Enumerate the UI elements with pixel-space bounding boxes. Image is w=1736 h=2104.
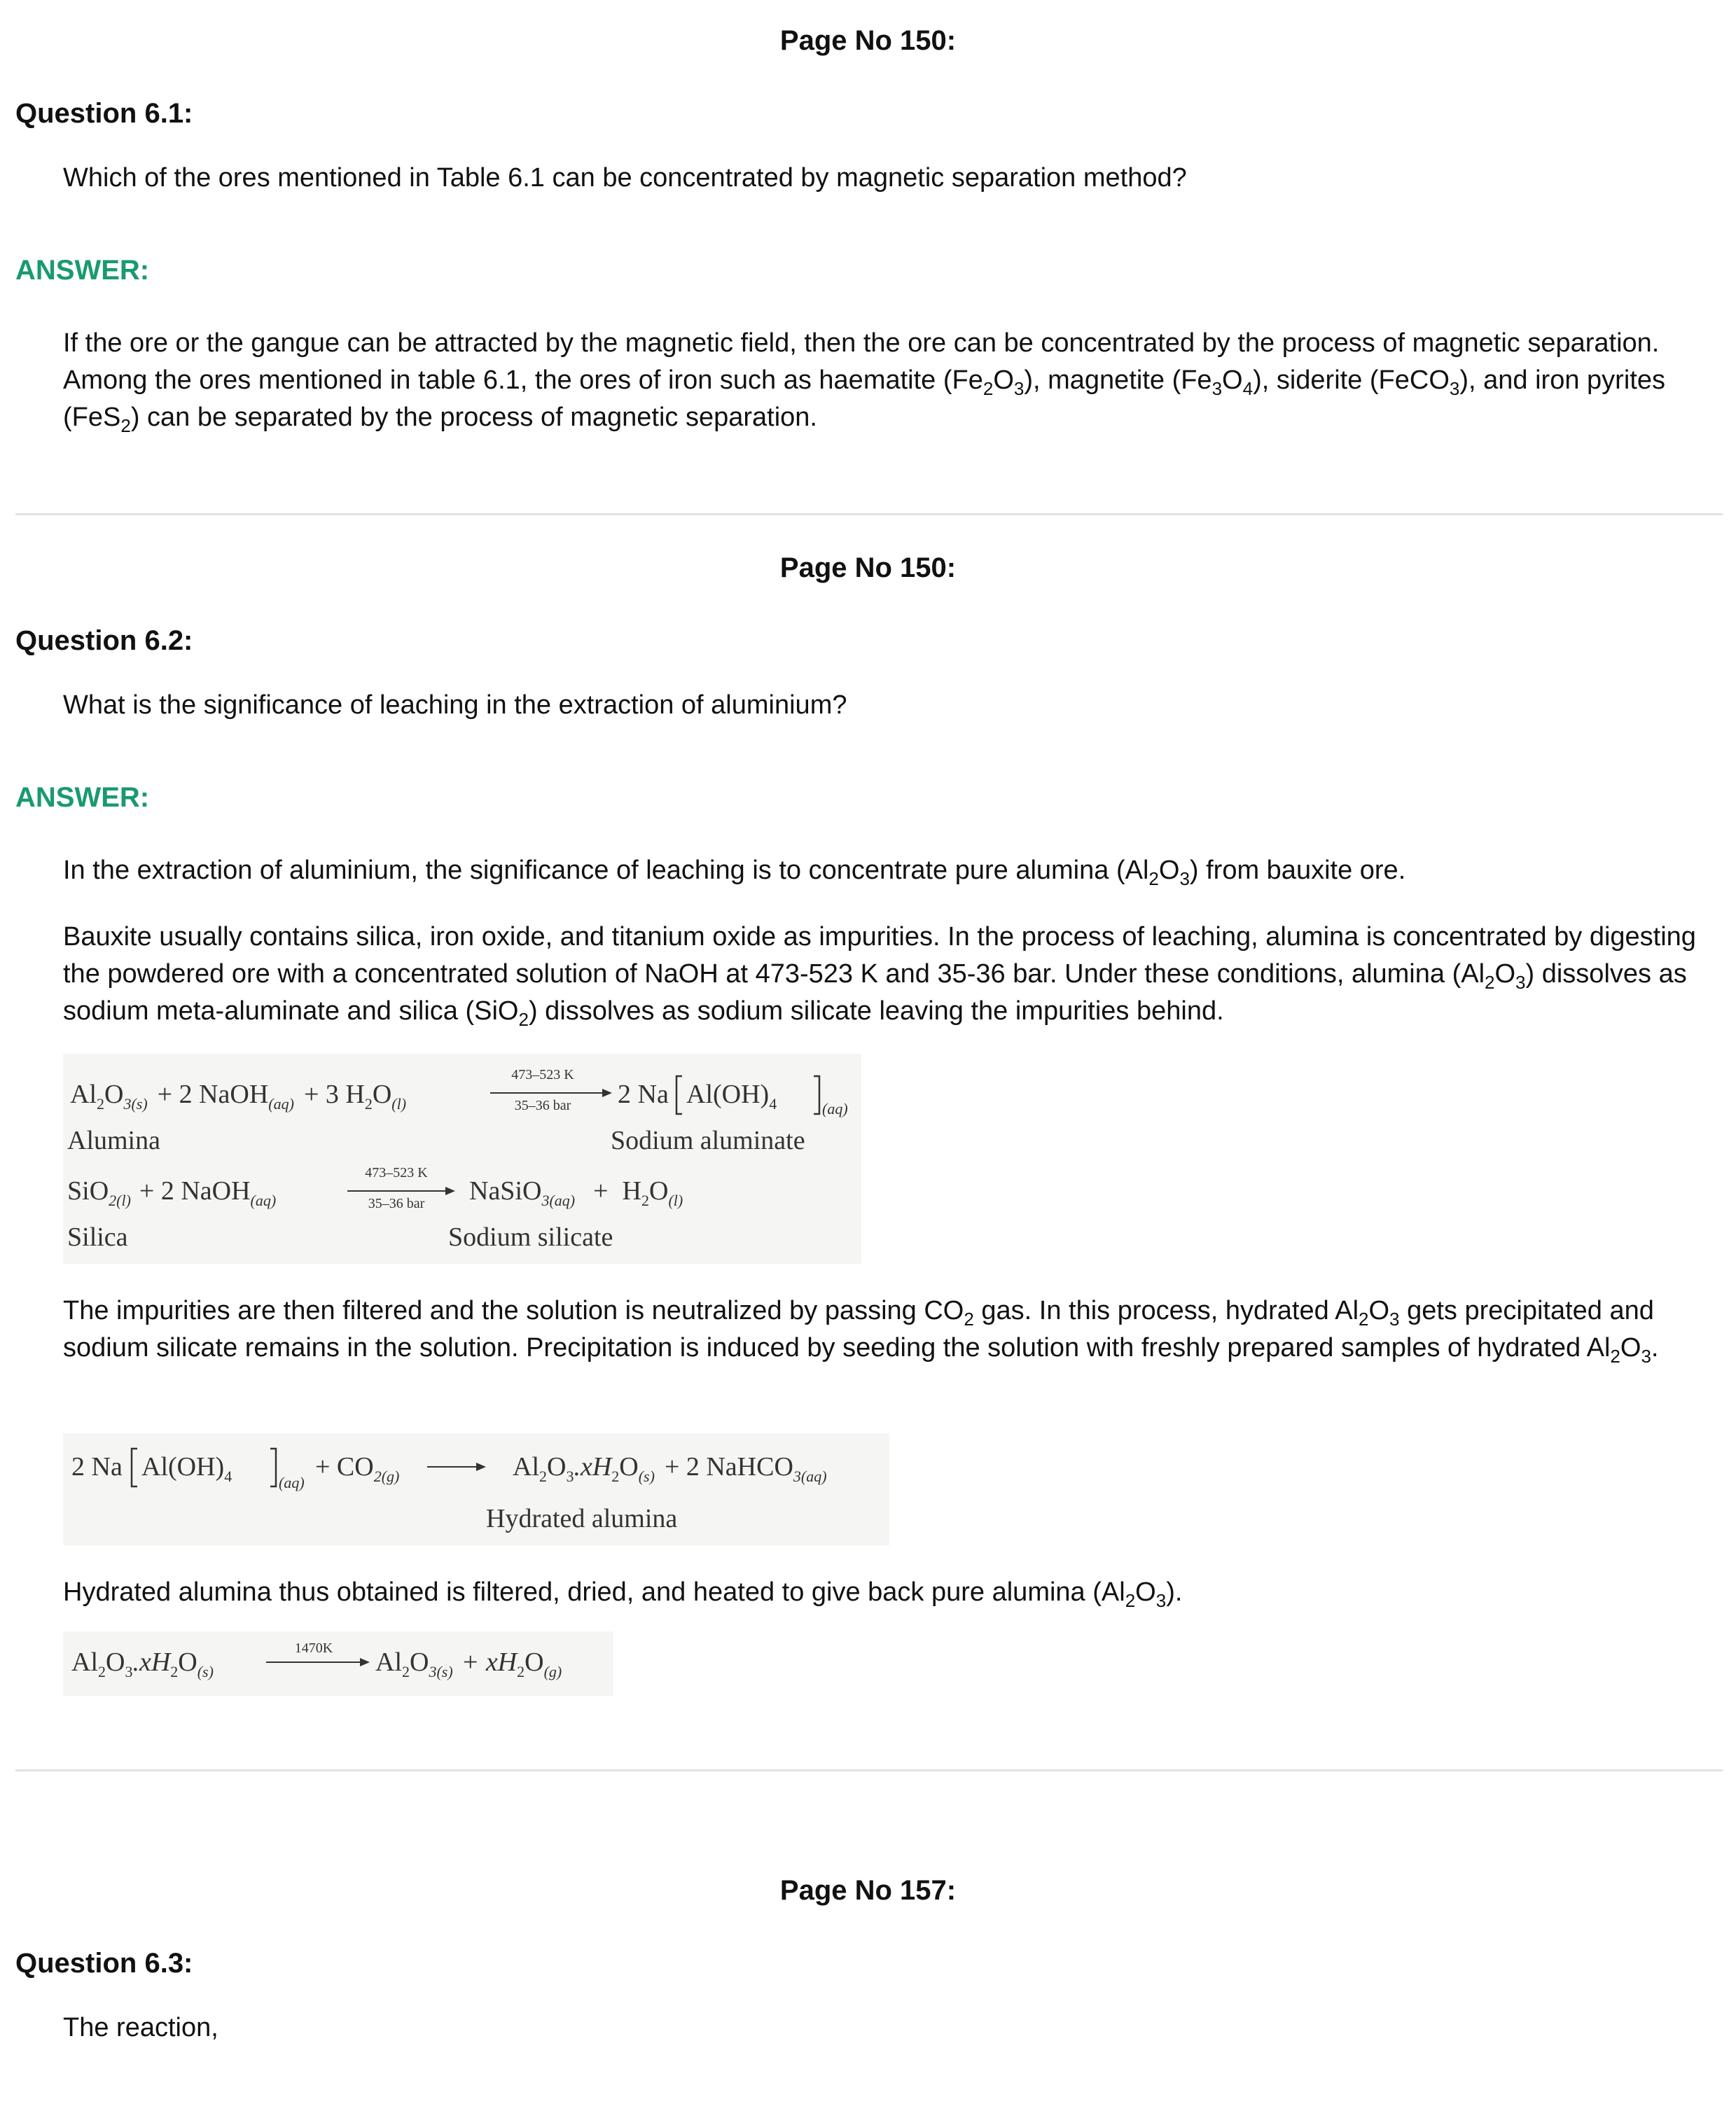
question-text: Which of the ores mentioned in Table 6.1 can be concentrated by magnetic separation method?	[63, 163, 1187, 193]
svg-text:Al2O3.xH2O(s)+ 2 NaHCO3(aq): $Al_2O_3.xH_2O_{(s)} + 2$ NaHCO$_{3(aq)}$	[513, 1452, 827, 1485]
equation-label: Sodium silicate	[448, 1222, 613, 1252]
svg-text:SiO2(l)+ 2 NaOH(aq): SiO$_{2(l)}$ + 2 NaOH$_{(aq)}$	[67, 1176, 277, 1209]
svg-text:NaSiO3(aq)+H2O(l): NaSiO$_{3(aq)}$ + $H_2O_{(l)}$	[469, 1176, 683, 1209]
question-title: Question 6.1:	[15, 98, 193, 129]
svg-text:2 Na: 2 Na	[71, 1452, 123, 1482]
answer-label: ANSWER:	[15, 255, 150, 286]
page-number-heading: Page No 157:	[779, 1875, 957, 1906]
answer-paragraph: Bauxite usually contains silica, iron oxide, and titanium oxide as impurities. In the process of leaching, alumina is concentrated by digesting the powdered ore with a concentrated solution of NaOH at 473-523 K and 35-36 bar. Under these conditions, alumina $(Al_2O_3)$ dissolves as sodium meta-aluminate and silica (SiO$_2$) dissolves as sodium silicate leaving the impurities behind.	[63, 922, 1696, 1030]
answer-paragraph: The impurities are then filtered and the solution is neutralized by passing $CO_2$ gas. In this process, hydrated $Al_2O_3$ gets precipitated and sodium silicate remains in the solution. Precipitation is induced by seeding the solution with freshly prepared samples of hydrated $Al_2O_3$.	[63, 1296, 1659, 1367]
question-text: The reaction,	[63, 2013, 218, 2042]
arrow-condition-top: 473–523 K	[511, 1067, 574, 1082]
answer-paragraph: Hydrated alumina thus obtained is filtered, dried, and heated to give back pure alumina $(Al_2O_3)$.	[63, 1577, 1183, 1611]
page-number-heading: Page No 150:	[779, 552, 957, 583]
svg-text:(aq): (aq)	[822, 1100, 848, 1117]
svg-text:Al2O3.xH2O(s): $Al_2O_3.xH_2O_{(s)}$	[71, 1647, 214, 1680]
svg-text:Al(OH)4: $Al(OH)_4$	[141, 1452, 232, 1485]
page-number-heading: Page No 150:	[779, 25, 957, 56]
question-text: What is the significance of leaching in the extraction of aluminium?	[63, 690, 847, 720]
section-divider	[15, 1769, 1723, 1771]
equation-label: Silica	[67, 1222, 128, 1252]
question-title: Question 6.3:	[15, 1948, 193, 1979]
arrow-condition-bottom: 35–36 bar	[514, 1098, 571, 1113]
svg-text:Al(OH)4: $Al(OH)_4$	[686, 1080, 777, 1113]
equation-label: Sodium aluminate	[611, 1126, 805, 1155]
svg-text:Al2O3(s)+ 2 NaOH(aq)+ 3 H2O(l): $Al_2O_{3(s)} + 2$ NaOH$_{(aq)}$ + 3 $H_2O_{(l)}$	[70, 1080, 407, 1113]
answer-paragraph: If the ore or the gangue can be attracted by the magnetic field, then the ore can be concentrated by the process of magnetic separation. Among the ores mentioned in table 6.1, the ores of iron such as haematite $(Fe_2O_3)$, magnetite $(Fe_3O_4)$, siderite (FeCO$_3$), and iron pyrites (FeS$_2$) can be separated by the process of magnetic separation.	[63, 328, 1665, 436]
arrow-condition-top: 1470K	[294, 1640, 333, 1656]
precipitation-equation-figure	[63, 1433, 889, 1545]
arrow-condition-bottom: 35–36 bar	[368, 1196, 425, 1211]
arrow-condition-top: 473–523 K	[365, 1165, 428, 1180]
leaching-equations-figure	[63, 1054, 861, 1264]
svg-text:Al2O3(s)+ xH2O(g): $Al_2O_{3(s)} + xH_2O_{(g)}$	[375, 1647, 562, 1680]
equation-label: Alumina	[67, 1126, 160, 1155]
heating-equation-figure	[63, 1631, 613, 1696]
equation-label: Hydrated alumina	[486, 1504, 678, 1533]
answer-label: ANSWER:	[15, 782, 150, 813]
svg-text:+ CO2(g): + $CO_{2(g)}$	[315, 1452, 400, 1485]
question-title: Question 6.2:	[15, 625, 193, 656]
svg-text:2 Na: 2 Na	[618, 1080, 669, 1109]
answer-paragraph: In the extraction of aluminium, the significance of leaching is to concentrate pure alumina $(Al_2O_3)$ from bauxite ore.	[63, 856, 1406, 889]
section-divider	[15, 513, 1723, 515]
svg-text:(aq): (aq)	[279, 1474, 305, 1491]
